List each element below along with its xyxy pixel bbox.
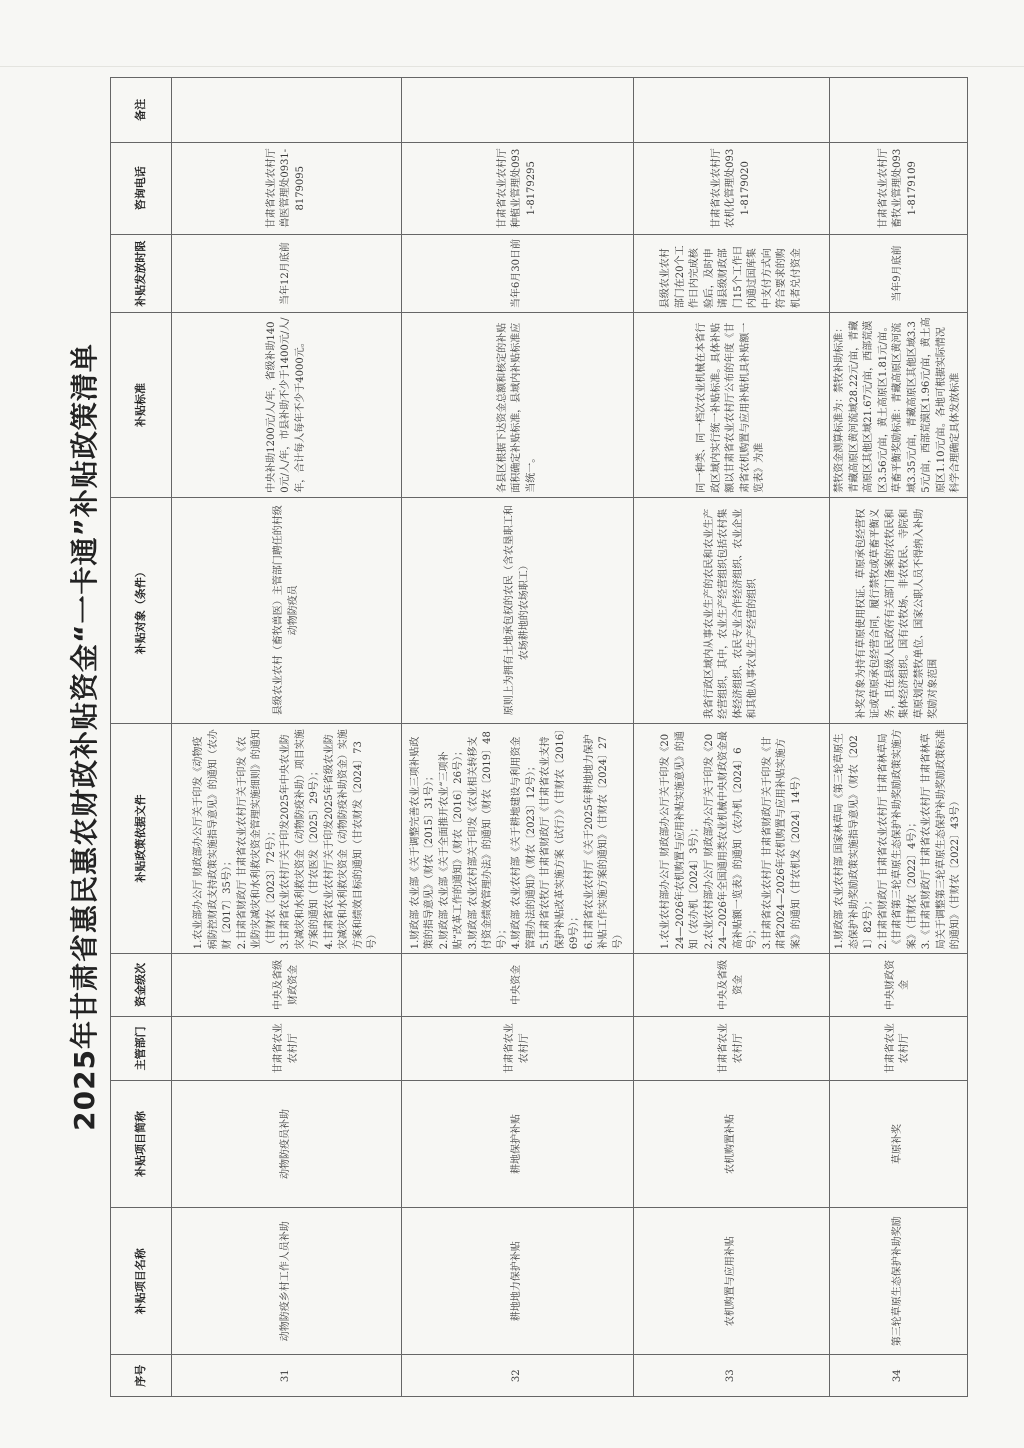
policy-doc-line: 6.甘肃省农业农村厅《关于2025年耕地地力保护补贴工作实施方案的通知》（甘财农〔2024〕27号） [583, 734, 624, 950]
cell-fund-level: 中央资金 [402, 954, 634, 1016]
table-row [402, 78, 634, 1397]
policy-doc-line: 2.财政部 农业部《关于全面推开农业“三项补贴”改革工作的通知》（财农〔2016〕26号）； [438, 746, 465, 950]
header-seq: 序号 [111, 1355, 172, 1397]
table-row [172, 78, 402, 1397]
policy-doc-line: 2.甘肃省财政厅 甘肃省农业农村厅 甘肃省林草局《甘肃省第三轮草原生态保护补助奖励政策实施方案》（甘财农〔2022〕4号）； [877, 729, 918, 950]
cell-seq: 31 [172, 1355, 402, 1397]
cell-remark [402, 78, 634, 143]
cell-fund-level: 中央及省级资金 [634, 954, 830, 1016]
cell-time: 当年9月底前 [830, 234, 968, 312]
rotated-sheet [62, 77, 961, 1397]
cell-dept: 甘肃省农业农村厅 [634, 1016, 830, 1081]
cell-target: 补奖对象为持有草原使用权证、草原承包经营权证或草原承包经营合同，履行禁牧或草畜平衡义务，且在县级人民政府有关部门备案的农牧民和集体经济组织。国有农牧场、非农牧民、寺院和草原划定禁牧单位、国家公职人员不得纳入补助奖励对象范围 [830, 497, 968, 723]
header-phone: 咨询电话 [111, 142, 172, 234]
cell-remark [172, 78, 402, 143]
cell-seq: 32 [402, 1355, 634, 1397]
cell-target: 县级农业农村（畜牧兽医）主管部门聘任的村级动物防疫员 [172, 497, 402, 723]
policy-doc-line: 5.甘肃省农牧厅 甘肃省财政厅《甘肃省农业支持保护补贴改革实施方案（试行）》（甘财农〔2016〕69号）； [540, 728, 581, 950]
cell-target: 我省行政区域内从事农业生产的农民和农业生产经营组织，其中，农业生产经营组织包括农村集体经济组织、农民专业合作经济组织、农业企业和其他从事农业生产经营的组织 [634, 497, 830, 723]
policy-doc-line: 1.农业农村部办公厅 财政部办公厅关于印发《2024—2026年农机购置与应用补贴实施意见》的通知（农办机〔2024〕3号）； [660, 731, 700, 950]
cell-phone: 甘肃省农业农村厅兽医管理处0931-8179095 [172, 142, 402, 234]
cell-fund-level: 中央财政资金 [830, 954, 968, 1016]
policy-doc-line: 4.财政部 农业农村部《关于耕地建设与利用资金管理办法的通知》（财农〔2023〕12号）； [511, 736, 537, 950]
table-row [634, 78, 830, 1397]
header-dept: 主管部门 [111, 1016, 172, 1081]
policy-doc-line: 3.甘肃省农业农村厅关于印发2025年中央农业防灾减灾和水利救灾资金（动物防疫补助）项目实施方案的通知（甘农医发〔2025〕29号）； [280, 729, 321, 950]
cell-standard: 同一种类、同一档次农业机械在本省行政区域内实行统一补贴标准。具体补贴额以甘肃省农业农村厅公布的年度《甘肃省农机购置与应用补贴机具补贴额一览表》为准 [634, 313, 830, 497]
header-project-name: 补贴项目名称 [111, 1207, 172, 1355]
table-row [830, 78, 968, 1397]
cell-project-name: 耕地地力保护补贴 [402, 1207, 634, 1355]
cell-time: 当年12月底前 [172, 234, 402, 312]
cell-policy-docs [830, 723, 968, 954]
cell-short-name: 耕地保护补贴 [402, 1081, 634, 1208]
cell-seq: 33 [634, 1355, 830, 1397]
header-row [111, 78, 172, 1397]
cell-remark [634, 78, 830, 143]
cell-policy-docs [172, 723, 402, 954]
cell-time: 当年6月30日前 [402, 234, 634, 312]
policy-doc-line: 3.财政部 农业农村部关于印发《农业相关转移支付资金绩效管理办法》的通知（财农〔2019〕48号）； [467, 731, 508, 950]
cell-standard: 各县区根据下达资金总额和核定的补贴面积确定补贴标准，县域内补贴标准应当统一。 [402, 313, 634, 497]
cell-phone: 甘肃省农业农村厅农机化管理处0931-8179020 [634, 142, 830, 234]
cell-short-name: 草原补奖 [830, 1081, 968, 1208]
policy-doc-line: 1.财政部 农业农村部 国家林草局《第三轮草原生态保护补助奖励政策实施指导意见》（财农〔2021〕82号）； [834, 733, 874, 950]
cell-short-name: 农机购置补贴 [634, 1081, 830, 1208]
policy-doc-line: 4.甘肃省农业农村厅关于印发2025年省级农业防灾减灾和水利救灾资金（动物防疫补助资金）实施方案和绩效目标的通知（甘农财发〔2024〕73号） [323, 729, 379, 950]
cell-phone: 甘肃省农业农村厅畜牧业管理处0931-8179109 [830, 142, 968, 234]
cell-seq: 34 [830, 1355, 968, 1397]
subsidy-policy-table [110, 77, 968, 1397]
cell-fund-level: 中央及省级财政资金 [172, 954, 402, 1016]
header-fund-level: 资金级次 [111, 954, 172, 1016]
header-time: 补贴发放时限 [111, 234, 172, 312]
policy-doc-line: 1.财政部 农业部《关于调整完善农业三项补贴政策的指导意见》（财农〔2015〕31号）； [409, 736, 436, 950]
cell-dept: 甘肃省农业农村厅 [172, 1016, 402, 1081]
cell-phone: 甘肃省农业农村厅种植业管理处0931-8179295 [402, 142, 634, 234]
cell-dept: 甘肃省农业农村厅 [830, 1016, 968, 1081]
cell-standard: 禁牧资金测算标准为：禁牧补助标准：青藏高原区黄河流域28.22元/亩，青藏高原区其他区域21.67元/亩，西部荒漠区3.56元/亩，黄土高原区1.81元/亩。草畜平衡奖励标准：青藏高原区黄河流域3.35元/亩，青藏高原区其他区域3.35元/亩，西部荒漠区1.96元/亩，黄土高原区1.10元/亩。各地可根据实际情况科学合理确定具体发放标准 [830, 313, 968, 497]
header-policy-docs: 补贴政策依据文件 [111, 723, 172, 954]
policy-doc-line: 3.甘肃省农业农村厅 甘肃省财政厅关于印发《甘肃省2024—2026年农机购置与应用补贴实施方案》的通知（甘农机发〔2024〕14号） [761, 736, 802, 950]
cell-project-name: 农机购置与应用补贴 [634, 1207, 830, 1355]
policy-doc-line: 1.农业部办公厅 财政部办公厅关于印发《动物疫病防控财政支持政策实施指导意见》的通知（农办财〔2017〕35号）； [193, 729, 234, 950]
cell-dept: 甘肃省农业农村厅 [402, 1016, 634, 1081]
scan-artifact-line [0, 66, 1024, 67]
cell-time: 县级农业农村部门在20个工作日内完成核验后，及时申请县级财政部门15个工作日内通过国库集中支付方式向符合要求的购机者兑付资金 [634, 234, 830, 312]
header-standard: 补贴标准 [111, 313, 172, 497]
cell-short-name: 动物防疫员补助 [172, 1081, 402, 1208]
policy-doc-line: 3.《甘肃省财政厅 甘肃省农业农村厅 甘肃省林草局关于调整第三轮草原生态保护补助奖励政策标准的通知》（甘财农〔2022〕43号） [921, 729, 961, 950]
cell-policy-docs [402, 723, 634, 954]
cell-remark [830, 78, 968, 143]
cell-project-name: 动物防疫乡村工作人员补助 [172, 1207, 402, 1355]
cell-standard: 中央补助1200元/人/年，省级补助1400元/人/年，市县补助不少于1400元/人/年，合计每人每年不少于4000元。 [172, 313, 402, 497]
cell-target: 原则上为拥有土地承包权的农民（含农垦职工和农场耕地的农场职工） [402, 497, 634, 723]
document-title: 2025年甘肃省惠民惠农财政补贴资金“一卡通”补贴政策清单 [68, 343, 101, 1131]
header-remark: 备注 [111, 78, 172, 143]
policy-doc-line: 2.甘肃省财政厅 甘肃省农业农村厅关于印发《农业防灾减灾和水利救灾资金管理实施细则》的通知（甘财农〔2023〕72号）； [236, 729, 277, 950]
policy-doc-line: 2.农业农村部办公厅 财政部办公厅关于印发《2024—2026年全国通用类农业机械中央财政资金最高补贴额一览表》的通知（农办机〔2024〕6号）； [703, 731, 758, 950]
cell-project-name: 第三轮草原生态保护补助奖励 [830, 1207, 968, 1355]
cell-policy-docs [634, 723, 830, 954]
header-target: 补贴对象（条件） [111, 497, 172, 723]
header-short-name: 补贴项目简称 [111, 1081, 172, 1208]
